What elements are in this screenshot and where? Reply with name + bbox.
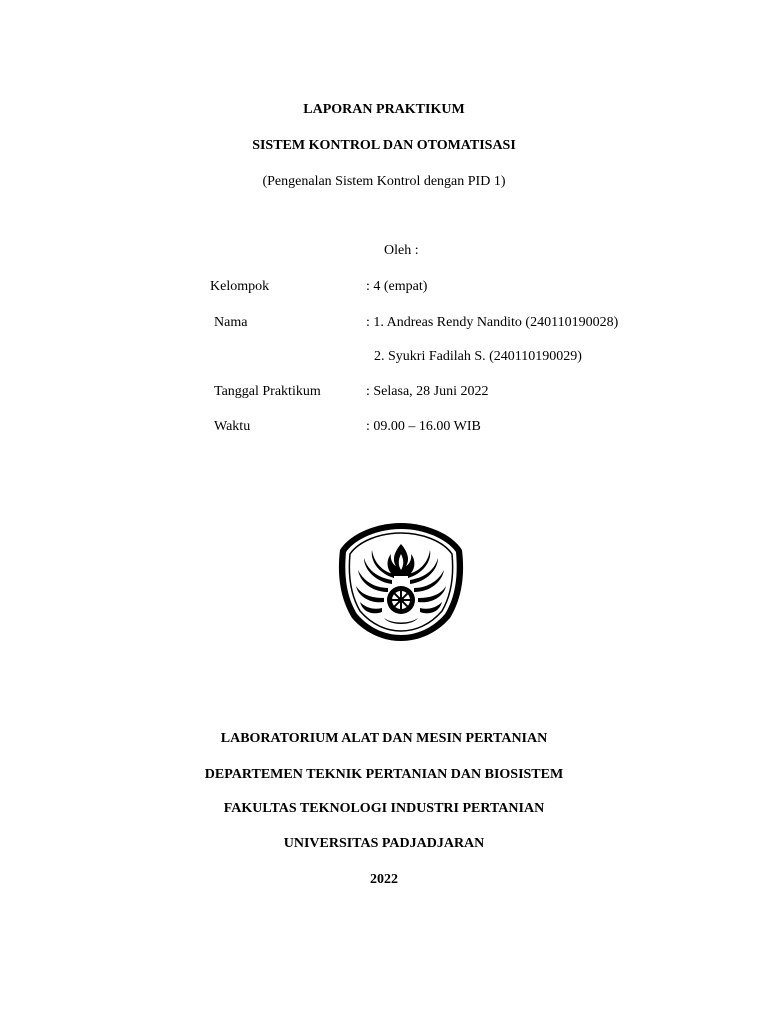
report-title: LAPORAN PRAKTIKUM (303, 102, 465, 117)
report-year: 2022 (370, 872, 398, 887)
time-label: Waktu (214, 419, 251, 434)
faculty-name: FAKULTAS TEKNOLOGI INDUSTRI PERTANIAN (223, 801, 545, 816)
university-name: UNIVERSITAS PADJADJARAN (283, 836, 485, 851)
name-value-1: : 1. Andreas Rendy Nandito (240110190028) (366, 315, 619, 330)
by-label: Oleh : (384, 243, 419, 258)
university-emblem-icon (336, 520, 466, 644)
practicum-subtitle: (Pengenalan Sistem Kontrol dengan PID 1) (262, 174, 506, 189)
course-title: SISTEM KONTROL DAN OTOMATISASI (252, 138, 516, 153)
department-name: DEPARTEMEN TEKNIK PERTANIAN DAN BIOSISTEM (204, 767, 564, 782)
time-value: : 09.00 – 16.00 WIB (366, 419, 481, 434)
laboratory-name: LABORATORIUM ALAT DAN MESIN PERTANIAN (220, 731, 548, 746)
date-label: Tanggal Praktikum (214, 384, 321, 399)
group-value: : 4 (empat) (366, 279, 428, 294)
date-value: : Selasa, 28 Juni 2022 (366, 384, 489, 399)
name-label: Nama (214, 315, 248, 330)
group-label: Kelompok (210, 279, 270, 294)
name-value-2: 2. Syukri Fadilah S. (240110190029) (374, 349, 582, 364)
